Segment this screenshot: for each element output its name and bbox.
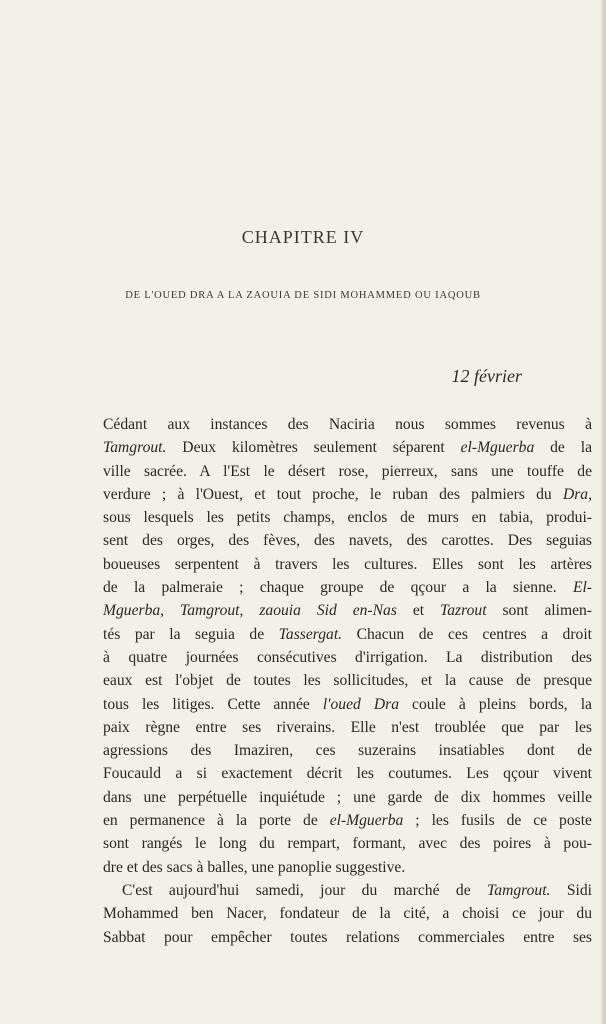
italic-text: Tazrout [440,602,487,620]
text-span: paix règne entre ses riverains. Elle n'est troublée que par les [103,718,592,736]
text-span: de la palmeraie ; chaque groupe de qçour a la sienne. [103,579,573,597]
italic-text: Dra, [562,485,592,503]
text-line [103,646,592,669]
text-span: coule à pleins bords, la [399,695,592,713]
text-span: ; les fusils de ce poste [403,812,592,830]
text-span: tés par la seguia de [103,625,279,643]
text-line [103,506,592,529]
text-line [103,460,592,483]
text-line [103,926,592,949]
text-span: Cédant aux instances des Naciria nous sommes revenus à [103,416,592,433]
text-span: en permanence à la porte de [103,812,330,830]
text-line [103,553,592,576]
text-span: sent des orges, des fèves, des navets, des carottes. Des seguias [103,532,592,550]
italic-text: El- [572,579,592,597]
text-line [103,786,592,809]
text-line [103,832,592,855]
text-span: , [239,602,260,620]
text-span: de la [534,439,592,457]
text-span: Foucauld a si exactement décrit les coutumes. Les qçour vivent [103,765,592,783]
italic-text: Tamgrout. [487,881,551,899]
text-span: Sidi [550,881,592,899]
text-span: sous lesquels les petits champs, enclos de murs en tabia, produi- [103,509,592,527]
body-text [103,413,592,949]
text-span: eaux est l'objet de toutes les sollicitudes, et la cause de presque [103,672,592,690]
text-span: sont rangés le long du rempart, formant, avec des poires à pou- [103,835,592,853]
chapter-subtitle: DE L'OUED DRA A LA ZAOUIA DE SIDI MOHAMMED OU IAQOUB [125,290,481,301]
text-line [103,529,592,552]
text-span: ville sacrée. A l'Est le désert rose, pierreux, sans une touffe de [103,462,592,480]
text-span: boueuses serpentent à travers les cultures. Elles sont les artères [103,555,592,573]
text-line [103,739,592,762]
text-span: dans une perpétuelle inquiétude ; une garde de dix hommes veille [103,788,592,806]
text-span: Deux kilomètres seulement séparent [166,439,461,457]
text-span: agressions des Imaziren, ces suzerains insatiables dont de [103,742,592,760]
text-line [103,809,592,832]
text-line [103,623,592,646]
entry-date: 12 février [451,366,522,386]
italic-text: Tassergat. [278,625,343,643]
text-span: tous les litiges. Cette année [103,695,323,713]
text-line [103,413,592,436]
page-edge [601,0,606,1024]
text-span: , [160,602,180,620]
italic-text: l'oued Dra [322,695,399,713]
text-line [103,762,592,785]
text-span: Sabbat pour empêcher toutes relations commerciales entre ses [103,928,592,946]
italic-text: zaouia Sid en-Nas [259,602,397,620]
italic-text: Tamgrout. [103,439,167,457]
text-line [103,716,592,739]
text-line [103,669,592,692]
text-span: Chacun de ces centres a droit [342,625,592,643]
text-line [103,483,592,506]
text-span: et [396,602,440,620]
italic-text: el-Mguerba [329,812,404,830]
text-line [103,576,592,599]
italic-text: Tamgrout [180,602,240,620]
text-span: dre et des sacs à balles, une panoplie suggestive. [103,858,406,876]
text-line [103,693,592,716]
text-line [103,879,592,902]
text-span: Mohammed ben Nacer, fondateur de la cité, a choisi ce jour du [103,905,592,923]
text-span: verdure ; à l'Ouest, et tout proche, le ruban des palmiers du [103,485,563,503]
italic-text: el-Mguerba [460,439,535,457]
text-span: sont alimen- [486,602,592,620]
text-line [103,599,592,622]
text-line [103,436,592,459]
text-line [103,902,592,925]
italic-text: Mguerba [103,602,161,620]
text-span: à quatre journées consécutives d'irrigation. La distribution des [103,648,592,666]
chapter-title: CHAPITRE IV [241,227,365,247]
text-line [103,856,592,879]
text-span: C'est aujourd'hui samedi, jour du marché de [122,881,488,899]
